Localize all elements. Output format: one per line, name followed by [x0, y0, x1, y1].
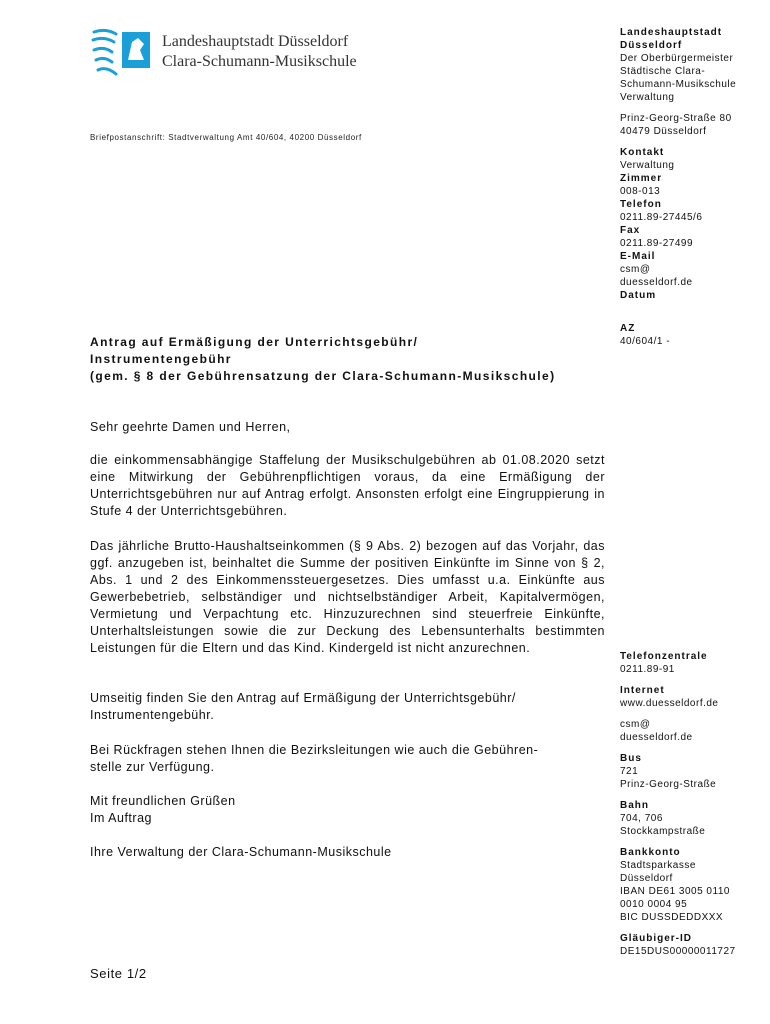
closing-line: Mit freundlichen Grüßen [90, 794, 236, 808]
org-name-1: Landeshauptstadt [620, 27, 723, 38]
org-line: Schumann-Musikschule [620, 79, 737, 90]
internet-value: www.duesseldorf.de [620, 698, 719, 709]
logo-line-city: Landeshauptstadt Düsseldorf [162, 33, 349, 50]
subject-line: Antrag auf Ermäßigung der Unterrichtsgebühr/ [90, 335, 419, 349]
telefon-value: 0211.89-27445/6 [620, 212, 703, 223]
glaeubiger-value: DE15DUS00000011727 [620, 946, 736, 957]
subject-line: (gem. § 8 der Gebührensatzung der Clara-Schumann-Musikschule) [90, 369, 556, 383]
kontakt-label: Kontakt [620, 147, 665, 158]
closing [90, 793, 605, 827]
org-line: Verwaltung [620, 92, 675, 103]
fax-label: Fax [620, 225, 641, 236]
bahn-label: Bahn [620, 800, 649, 811]
sender-address: Briefpostanschrift: Stadtverwaltung Amt 40/604, 40200 Düsseldorf [90, 133, 362, 142]
kontakt-value: Verwaltung [620, 160, 675, 171]
bankkonto-label: Bankkonto [620, 847, 681, 858]
sidebar-contact [620, 26, 760, 302]
email-label: E-Mail [620, 251, 656, 262]
letter-subject [90, 334, 610, 385]
bankkonto-value: BIC DUSSDEDDXXX [620, 912, 724, 923]
subject-line: Instrumentengebühr [90, 352, 232, 366]
paragraph-3 [90, 690, 605, 724]
email-value: csm@ [620, 264, 651, 275]
paragraph-4-line: stelle zur Verfügung. [90, 760, 215, 774]
telefonzentrale-label: Telefonzentrale [620, 651, 708, 662]
signature: Ihre Verwaltung der Clara-Schumann-Musikschule [90, 845, 392, 859]
org-line: Der Oberbürgermeister [620, 53, 734, 64]
fax-value: 0211.89-27499 [620, 238, 694, 249]
salutation: Sehr geehrte Damen und Herren, [90, 420, 291, 434]
sidebar-footer [620, 650, 760, 958]
bus-label: Bus [620, 753, 642, 764]
closing-line: Im Auftrag [90, 811, 152, 825]
address-line: 40479 Düsseldorf [620, 126, 707, 137]
bankkonto-value: 0010 0004 95 [620, 899, 688, 910]
bahn-value: 704, 706 [620, 813, 663, 824]
paragraph-2: Das jährliche Brutto-Haushaltseinkommen (§ 9 Abs. 2) bezogen auf das Vorjahr, das ggf. anzugeben ist, beinhaltet die Summe der positiven Einkünfte im Sinne von § 2, Abs. 1 und 2 des Einkommenssteuergesetzes. Dies umfasst u.a. Einkünfte aus Gewerbebetrieb, selbständiger und nichtselbständiger Arbeit, Kapitalvermögen, Vermietung und Verpachtung etc. Hinzuzurechnen sind steuerfreie Einkünfte, Unterhaltsleistungen sowie die zur Deckung des Lebensunterhalts bestimmten Leistungen für die Eltern und das Kind. Kindergeld ist nicht anzurechnen. [90, 539, 605, 655]
bus-value: 721 [620, 766, 639, 777]
paragraph-3-line: Instrumentengebühr. [90, 708, 215, 722]
address-line: Prinz-Georg-Straße 80 [620, 113, 732, 124]
telefon-label: Telefon [620, 199, 662, 210]
datum-label: Datum [620, 290, 657, 301]
bahn-value: Stockkampstraße [620, 826, 706, 837]
paragraph-4-line: Bei Rückfragen stehen Ihnen die Bezirksleitungen wie auch die Gebühren- [90, 743, 539, 757]
internet-email: csm@ [620, 719, 651, 730]
bus-value: Prinz-Georg-Straße [620, 779, 717, 790]
paragraph-4 [90, 742, 605, 776]
paragraph-3-line: Umseitig finden Sie den Antrag auf Ermäßigung der Unterrichtsgebühr/ [90, 691, 516, 705]
city-logo [90, 26, 390, 82]
sidebar-reference [620, 322, 760, 348]
glaeubiger-label: Gläubiger-ID [620, 933, 693, 944]
internet-label: Internet [620, 685, 665, 696]
org-line: Städtische Clara- [620, 66, 706, 77]
logo-text [162, 32, 357, 72]
az-value: 40/604/1 - [620, 336, 671, 347]
paragraph-1: die einkommensabhängige Staffelung der Musikschulgebühren ab 01.08.2020 setzt eine Mitwirkung der Gebührenpflichtigen voraus, da eine Ermäßigung der Unterrichtsgebühren nur auf Antrag erfolgt. Ansonsten erfolgt eine Eingruppierung in Stufe 4 der Unterrichtsgebühren. [90, 453, 605, 518]
bankkonto-value: Düsseldorf [620, 873, 673, 884]
org-name-2: Düsseldorf [620, 40, 683, 51]
telefonzentrale-value: 0211.89-91 [620, 664, 675, 675]
zimmer-value: 008-013 [620, 186, 661, 197]
internet-email: duesseldorf.de [620, 732, 693, 743]
zimmer-label: Zimmer [620, 173, 663, 184]
bankkonto-value: IBAN DE61 3005 0110 [620, 886, 730, 897]
email-value: duesseldorf.de [620, 277, 693, 288]
page-number: Seite 1/2 [90, 966, 147, 981]
bankkonto-value: Stadtsparkasse [620, 860, 696, 871]
logo-line-school: Clara-Schumann-Musikschule [162, 53, 357, 70]
duesseldorf-lion-logo-icon [90, 26, 154, 82]
az-label: AZ [620, 323, 636, 334]
